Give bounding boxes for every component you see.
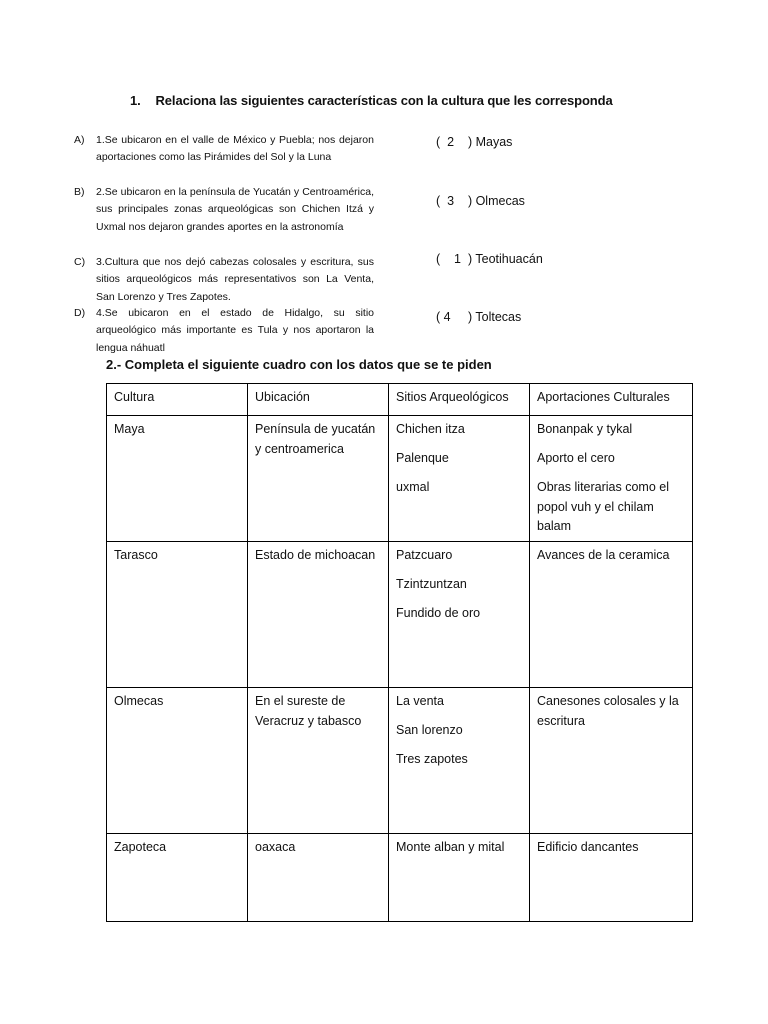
match-item-text: 4.Se ubicaron en el estado de Hidalgo, su sitio arqueológico más importante es Tula y nos aportaron la lengua náhuatl [96, 307, 374, 354]
table-row [107, 416, 693, 542]
match-item-text: 3.Cultura que nos dejó cabezas colosales y escritura, sus sitios arqueológicos más representativos son La Venta, San Lorenzo y Tres Zapotes. [96, 256, 374, 303]
match-item-text: 2.Se ubicaron en la península de Yucatán y Centroamérica, sus principales zonas arqueológicas son Chichen Itzá y Uxmal nos dejaron grandes aportes en la astronomía [96, 186, 374, 233]
site-item: Tres zapotes [396, 752, 468, 766]
cultures-table [106, 383, 693, 922]
cell-ubicacion: Estado de michoacan [248, 542, 389, 688]
cell-aportaciones [530, 416, 693, 542]
cell-aportaciones [530, 542, 693, 688]
match-item-d [74, 305, 374, 357]
cell-aportaciones [530, 834, 693, 922]
cell-cultura: Olmecas [107, 688, 248, 834]
contribution-item: Edificio dancantes [537, 840, 639, 854]
answer-mayas: ( 2 ) Mayas [436, 135, 513, 149]
match-item-c [74, 254, 374, 306]
match-item-letter: A) [74, 134, 85, 146]
question-1-title-text: Relaciona las siguientes características con la cultura que les corresponda [155, 93, 613, 108]
cell-ubicacion: oaxaca [248, 834, 389, 922]
answer-toltecas: ( 4 ) Toltecas [436, 310, 522, 324]
cell-sitios [389, 834, 530, 922]
site-item: uxmal [396, 480, 430, 494]
contribution-item: Aporto el cero [537, 451, 615, 465]
cell-sitios [389, 542, 530, 688]
header-aportaciones: Aportaciones Culturales [530, 384, 693, 416]
table-header-row [107, 384, 693, 416]
match-item-a [74, 132, 374, 167]
match-item-letter: C) [74, 256, 86, 268]
cell-cultura: Zapoteca [107, 834, 248, 922]
site-item: Tzintzuntzan [396, 577, 467, 591]
cell-sitios [389, 688, 530, 834]
contribution-item: Bonanpak y tykal [537, 422, 633, 436]
cell-aportaciones [530, 688, 693, 834]
header-cultura: Cultura [107, 384, 248, 416]
cell-ubicacion: En el sureste de Veracruz y tabasco [248, 688, 389, 834]
header-ubicacion: Ubicación [248, 384, 389, 416]
answer-teotihuacan: ( 1 ) Teotihuacán [436, 252, 543, 266]
site-item: La venta [396, 694, 444, 708]
question-1-title [130, 93, 730, 108]
table-row [107, 542, 693, 688]
site-item: Patzcuaro [396, 548, 453, 562]
answer-olmecas: ( 3 ) Olmecas [436, 194, 525, 208]
match-item-letter: D) [74, 307, 86, 319]
site-item: Palenque [396, 451, 449, 465]
match-item-text: 1.Se ubicaron en el valle de México y Puebla; nos dejaron aportaciones como las Pirámides del Sol y la Luna [96, 134, 374, 164]
question-2-title: 2.- Completa el siguiente cuadro con los datos que se te piden [106, 357, 492, 372]
site-item: Chichen itza [396, 422, 465, 436]
cell-cultura: Maya [107, 416, 248, 542]
contribution-item: Obras literarias como el popol vuh y el chilam balam [537, 480, 669, 533]
table-row [107, 688, 693, 834]
cell-cultura: Tarasco [107, 542, 248, 688]
cell-ubicacion: Península de yucatán y centroamerica [248, 416, 389, 542]
question-1-number: 1. [130, 93, 141, 108]
site-item: San lorenzo [396, 723, 463, 737]
site-item: Fundido de oro [396, 606, 481, 620]
contribution-item: Avances de la ceramica [537, 548, 670, 562]
match-item-letter: B) [74, 186, 85, 198]
cell-sitios [389, 416, 530, 542]
table-row [107, 834, 693, 922]
match-item-b [74, 184, 374, 236]
contribution-item: Canesones colosales y la escritura [537, 694, 679, 728]
site-item: Monte alban y mital [396, 840, 505, 854]
header-sitios: Sitios Arqueológicos [389, 384, 530, 416]
